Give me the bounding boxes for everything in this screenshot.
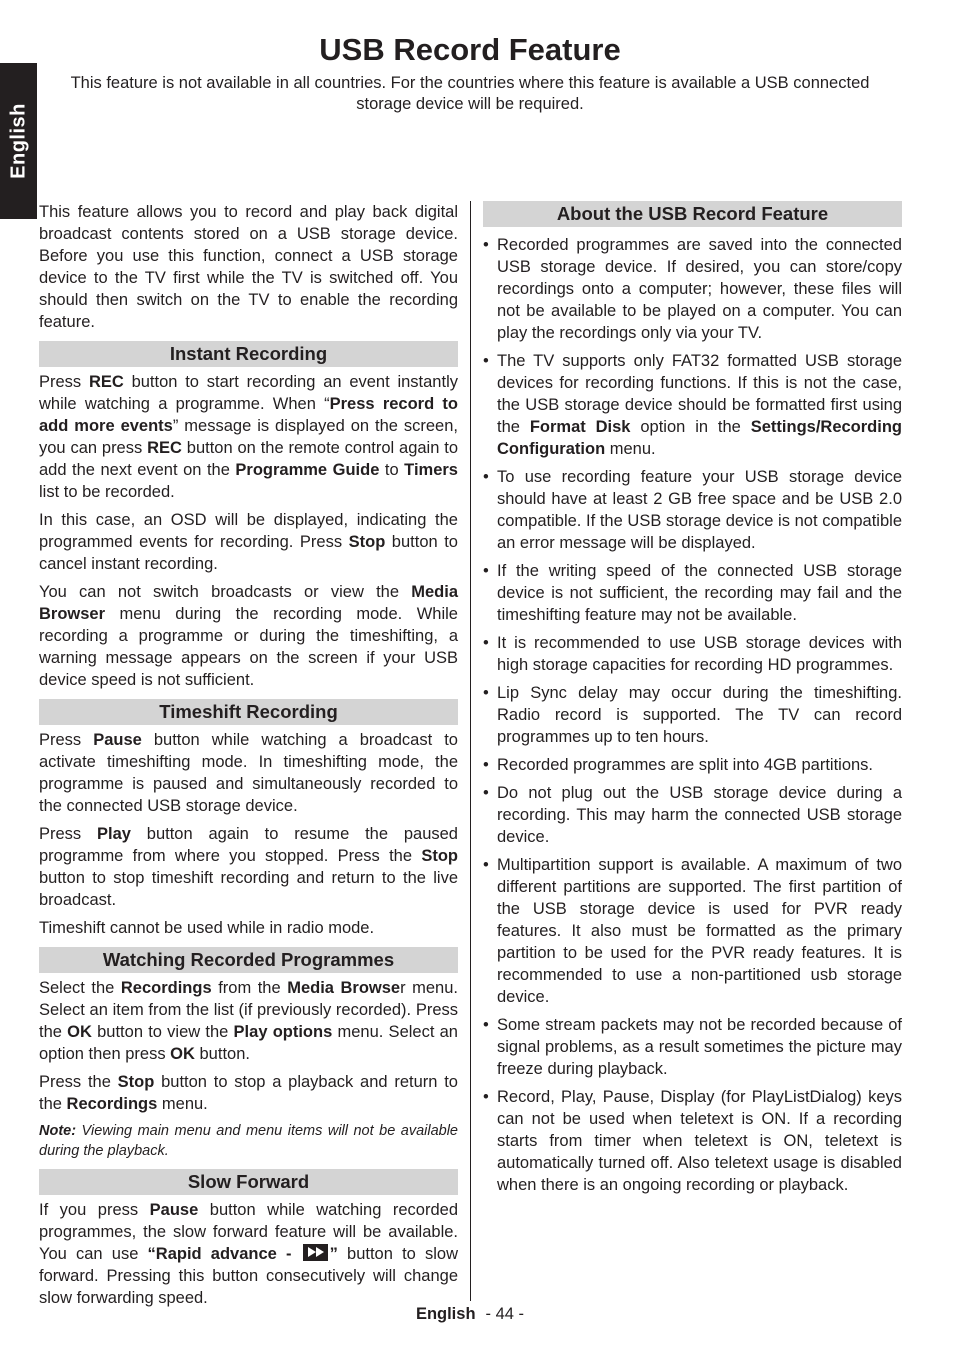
section-heading-watching-recorded: Watching Recorded Programmes [39, 947, 458, 973]
page-footer [0, 1305, 940, 1324]
page-number: - 44 - [485, 1305, 525, 1323]
intro-text: This feature is not available in all countries. For the countries where this feature is available a USB connected storage device will be required. [70, 74, 870, 113]
instant-paragraph-2: In this case, an OSD will be displayed, indicating the programmed events for recording. Press Stop button to cancel instant recording. [39, 511, 458, 573]
about-usb-record-list [483, 234, 902, 1196]
watching-paragraph-1: Select the Recordings from the Media Browser menu. Select an item from the list (if previously recorded). Press the OK button to view the Play options menu. Select an option then press OK button. [39, 979, 458, 1063]
column-divider [470, 201, 471, 1301]
instant-paragraph-3: You can not switch broadcasts or view the Media Browser menu during the recording mode. While recording a programme or during the timeshifting, a warning message appears on the screen if your USB device speed is not sufficient. [39, 583, 458, 689]
timeshift-paragraph-1: Press Pause button while watching a broadcast to activate timeshifting mode. In timeshifting mode, the programme is paused and simultaneously recorded to the connected USB storage device. [39, 731, 458, 815]
list-item: • Multipartition support is available. A maximum of two different partitions are supported. The first partition of the USB storage device is used for PVR ready features. It also must be formatted as the primary partition to be used for the PVR ready features. It is recommended to use a non-partitioned usb storage device. [483, 854, 902, 1008]
list-item: • Recorded programmes are saved into the connected USB storage device. If desired, you can store/copy recordings onto a computer; however, these files will not be available to be played on a computer. You can play the recordings only via your TV. [483, 234, 902, 344]
section-heading-slow-forward: Slow Forward [39, 1169, 458, 1195]
watching-note: Note: Viewing main menu and menu items will not be available during the playback. [39, 1123, 458, 1159]
right-column [483, 201, 902, 1202]
section-heading-instant-recording: Instant Recording [39, 341, 458, 367]
list-item: • Do not plug out the USB storage device during a recording. This may harm the connected USB storage device. [483, 782, 902, 848]
left-intro-paragraph: This feature allows you to record and play back digital broadcast contents stored on a USB storage device. Before you use this function, connect a USB storage device to the TV first while the TV is switched off. You should then switch on the TV to enable the recording feature. [39, 203, 458, 331]
list-item: • Some stream packets may not be recorded because of signal problems, as a result sometimes the picture may freeze during playback. [483, 1014, 902, 1080]
language-tab-label: English [7, 103, 29, 179]
fast-forward-icon [303, 1244, 328, 1261]
footer-language: English [415, 1305, 476, 1323]
list-item: • Record, Play, Pause, Display (for PlayListDialog) keys can not be used when teletext is ON. If a recording starts from timer when teletext is ON, teletext is automatically turned off. Also teletext usage is disabled when there is an ongoing recording or playback. [483, 1086, 902, 1196]
timeshift-paragraph-2: Press Play button again to resume the paused programme from where you stopped. Press the Stop button to stop timeshift recording and return to the live broadcast. [39, 825, 458, 909]
section-heading-about-usb-record: About the USB Record Feature [483, 201, 902, 227]
list-item: • The TV supports only FAT32 formatted USB storage devices for recording functions. If this is not the case, the USB storage device should be formatted first using the Format Disk option in the Settings/Recording Configuration menu. [483, 350, 902, 460]
left-column [39, 201, 458, 1315]
list-item: • It is recommended to use USB storage devices with high storage capacities for recording HD programmes. [483, 632, 902, 676]
list-item: • To use recording feature your USB storage device should have at least 2 GB free space and be USB 2.0 compatible. If the USB storage device is not compatible an error message will be displayed. [483, 466, 902, 554]
list-item: • Recorded programmes are split into 4GB partitions. [483, 754, 902, 776]
page-title: USB Record Feature [319, 32, 621, 67]
timeshift-paragraph-3: Timeshift cannot be used while in radio mode. [39, 919, 375, 937]
watching-paragraph-2: Press the Stop button to stop a playback and return to the Recordings menu. [39, 1073, 458, 1113]
list-item: • If the writing speed of the connected USB storage device is not sufficient, the recording may fail and the timeshifting feature may not be available. [483, 560, 902, 626]
slow-forward-paragraph: If you press Pause button while watching recorded programmes, the slow forward feature will be available. You can use “Rapid advance - ” button to slow forward. Pressing this button consecutively will change slow forwarding speed. [39, 1201, 458, 1307]
language-tab [0, 63, 37, 219]
section-heading-timeshift-recording: Timeshift Recording [39, 699, 458, 725]
instant-paragraph-1: Press REC button to start recording an event instantly while watching a programme. When “Press record to add more events” message is displayed on the screen, you can press REC button on the remote control again to add the next event on the Programme Guide to Timers list to be recorded. [39, 373, 459, 501]
list-item: • Lip Sync delay may occur during the timeshifting. Radio record is supported. The TV can record programmes up to ten hours. [483, 682, 902, 748]
